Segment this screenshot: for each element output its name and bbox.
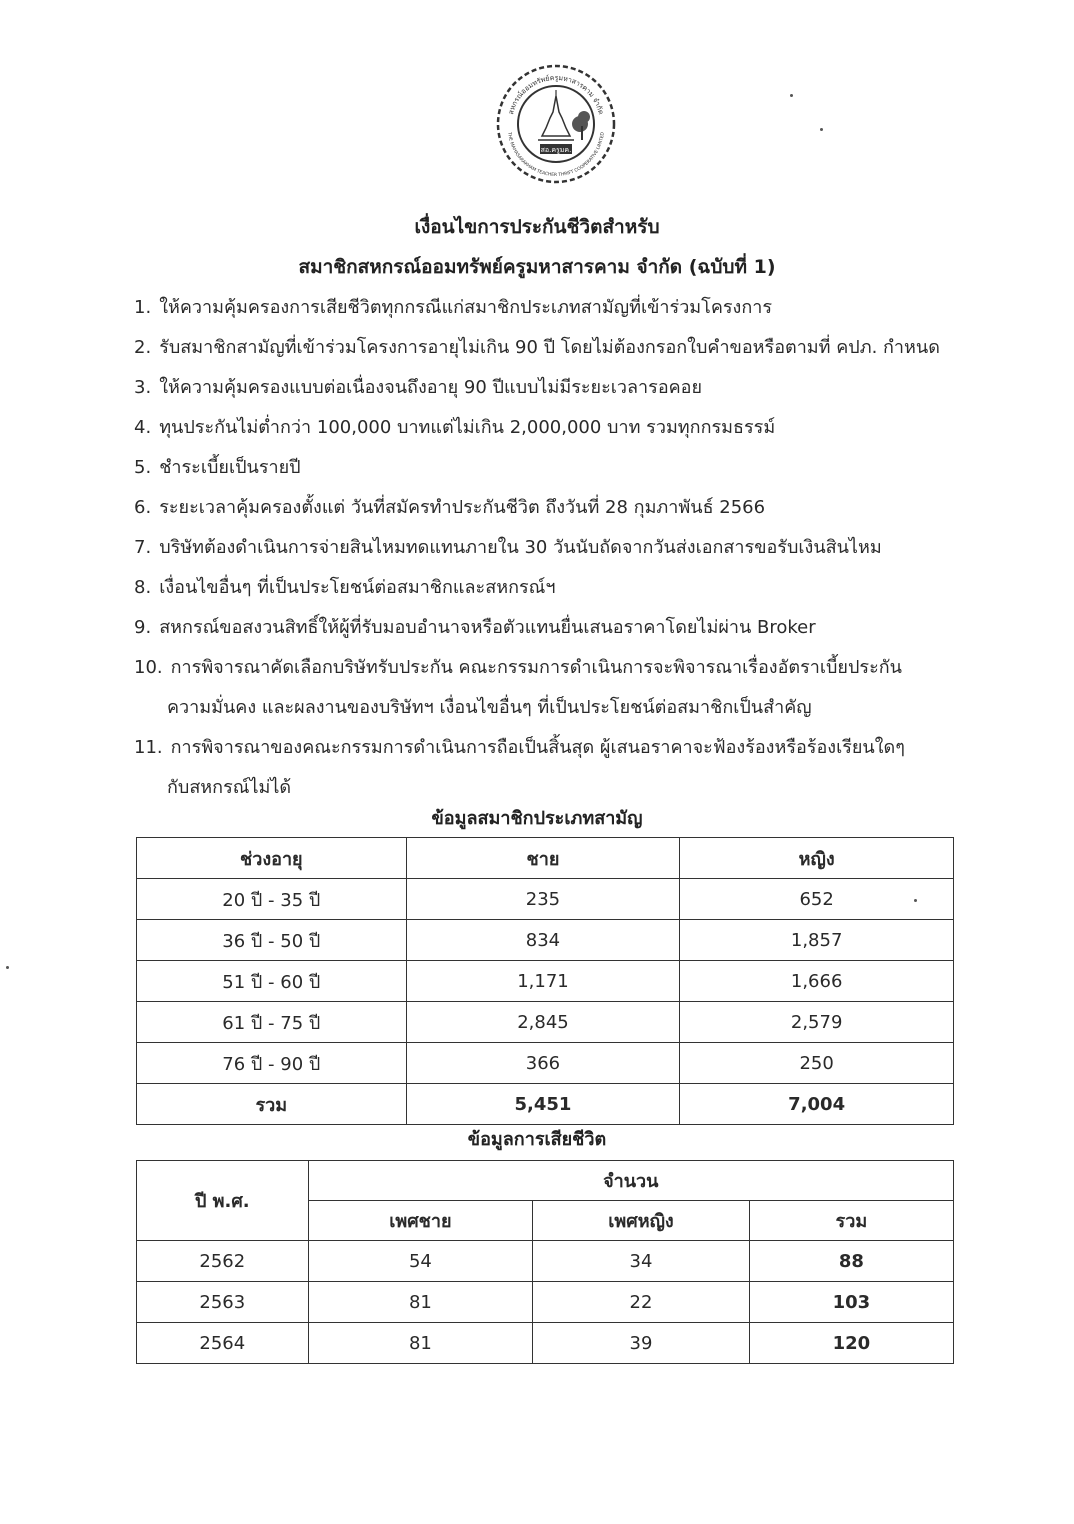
condition-number: 8. (134, 577, 152, 598)
table-cell: 76 ปี - 90 ปี (137, 1043, 407, 1084)
condition-item (134, 488, 964, 528)
condition-number: 11. (134, 737, 163, 758)
column-header: ปี พ.ศ. (137, 1161, 309, 1241)
table-cell: 81 (308, 1323, 533, 1364)
condition-text: รับสมาชิกสามัญที่เข้าร่วมโครงการอายุไม่เกิน 90 ปี โดยไม่ต้องกรอกใบคำขอหรือตามที่ คปภ. กำหนด (159, 337, 940, 358)
table-row (137, 1002, 954, 1043)
table-row (137, 1241, 954, 1282)
table-cell: 81 (308, 1282, 533, 1323)
scan-speck (6, 966, 9, 969)
condition-text: บริษัทต้องดำเนินการจ่ายสินไหมทดแทนภายใน 30 วันนับถัดจากวันส่งเอกสารขอรับเงินสินไหม (159, 537, 882, 558)
condition-item (134, 528, 964, 568)
table-header-row (137, 838, 954, 879)
table-cell: 366 (406, 1043, 680, 1084)
column-header: เพศหญิง (533, 1201, 750, 1241)
table-row (137, 1043, 954, 1084)
table-cell: 2563 (137, 1282, 309, 1323)
table-cell: 54 (308, 1241, 533, 1282)
condition-continuation: กับสหกรณ์ไม่ได้ (167, 777, 292, 798)
table-cell: 88 (749, 1241, 953, 1282)
condition-text: ชำระเบี้ยเป็นรายปี (159, 457, 301, 478)
condition-text: ให้ความคุ้มครองการเสียชีวิตทุกกรณีแก่สมาชิกประเภทสามัญที่เข้าร่วมโครงการ (159, 297, 773, 318)
document-title-line1: เงื่อนไขการประกันชีวิตสำหรับ (414, 216, 660, 238)
table-row (137, 1282, 954, 1323)
table-cell: 7,004 (680, 1084, 954, 1125)
table-row (137, 879, 954, 920)
condition-number: 7. (134, 537, 152, 558)
condition-item (134, 328, 964, 368)
condition-item (134, 368, 964, 408)
table-cell: 103 (749, 1282, 953, 1323)
table-cell: 36 ปี - 50 ปี (137, 920, 407, 961)
condition-text: การพิจารณาคัดเลือกบริษัทรับประกัน คณะกรรมการดำเนินการจะพิจารณาเรื่องอัตราเบี้ยประกัน (170, 657, 902, 678)
condition-text: ทุนประกันไม่ต่ำกว่า 100,000 บาทแต่ไม่เกิน 2,000,000 บาท รวมทุกกรมธรรม์ (159, 417, 776, 438)
table-header-row (137, 1161, 954, 1201)
condition-item (134, 648, 964, 688)
column-header: ชาย (406, 838, 680, 879)
condition-number: 10. (134, 657, 163, 678)
condition-number: 5. (134, 457, 152, 478)
table-cell: 34 (533, 1241, 750, 1282)
condition-number: 2. (134, 337, 152, 358)
condition-item (134, 728, 964, 768)
condition-continuation: ความมั่นคง และผลงานของบริษัทฯ เงื่อนไขอื่นๆ ที่เป็นประโยชน์ต่อสมาชิกเป็นสำคัญ (167, 697, 812, 718)
table-cell: 2,579 (680, 1002, 954, 1043)
scan-speck (820, 128, 823, 131)
table-cell: 5,451 (406, 1084, 680, 1125)
condition-item (134, 448, 964, 488)
condition-item (134, 608, 964, 648)
condition-number: 9. (134, 617, 152, 638)
table-cell: 20 ปี - 35 ปี (137, 879, 407, 920)
document-title-line2: สมาชิกสหกรณ์ออมทรัพย์ครูมหาสารคาม จำกัด (ฉบับที่ 1) (298, 256, 776, 278)
conditions-list (134, 288, 964, 808)
table-cell: 834 (406, 920, 680, 961)
condition-number: 1. (134, 297, 152, 318)
table-cell: รวม (137, 1084, 407, 1125)
table-cell: 120 (749, 1323, 953, 1364)
seal-banner-text: สอ.ครูมค. (540, 146, 572, 154)
table-cell: 1,857 (680, 920, 954, 961)
table-row (137, 961, 954, 1002)
column-header: รวม (749, 1201, 953, 1241)
table-cell: 1,171 (406, 961, 680, 1002)
members-table (136, 837, 954, 1125)
condition-number: 3. (134, 377, 152, 398)
table-cell: 1,666 (680, 961, 954, 1002)
seal-text-top: สหกรณ์ออมทรัพย์ครูมหาสารคาม จำกัด (507, 73, 605, 116)
table-row (137, 1323, 954, 1364)
condition-item (134, 408, 964, 448)
table-cell: 2564 (137, 1323, 309, 1364)
column-header: ช่วงอายุ (137, 838, 407, 879)
scan-speck (914, 899, 917, 902)
column-group-header: จำนวน (308, 1161, 953, 1201)
table-cell: 22 (533, 1282, 750, 1323)
table-cell: 250 (680, 1043, 954, 1084)
table-total-row (137, 1084, 954, 1125)
condition-item (134, 568, 964, 608)
members-table-title: ข้อมูลสมาชิกประเภทสามัญ (431, 808, 643, 829)
deaths-table-title: ข้อมูลการเสียชีวิต (467, 1129, 607, 1150)
condition-item (134, 288, 964, 328)
condition-text: สหกรณ์ขอสงวนสิทธิ์ให้ผู้ที่รับมอบอำนาจหรือตัวแทนยื่นเสนอราคาโดยไม่ผ่าน Broker (159, 617, 816, 638)
table-cell: 2,845 (406, 1002, 680, 1043)
table-cell: 2562 (137, 1241, 309, 1282)
table-cell: 51 ปี - 60 ปี (137, 961, 407, 1002)
condition-text: ระยะเวลาคุ้มครองตั้งแต่ วันที่สมัครทำประกันชีวิต ถึงวันที่ 28 กุมภาพันธ์ 2566 (159, 497, 766, 518)
table-cell: 61 ปี - 75 ปี (137, 1002, 407, 1043)
table-cell: 652 (680, 879, 954, 920)
table-cell: 235 (406, 879, 680, 920)
condition-text: การพิจารณาของคณะกรรมการดำเนินการถือเป็นสิ้นสุด ผู้เสนอราคาจะฟ้องร้องหรือร้องเรียนใดๆ (170, 737, 905, 758)
column-header: หญิง (680, 838, 954, 879)
scan-speck (790, 94, 793, 97)
condition-number: 4. (134, 417, 152, 438)
table-row (137, 920, 954, 961)
condition-text: เงื่อนไขอื่นๆ ที่เป็นประโยชน์ต่อสมาชิกและสหกรณ์ฯ (159, 577, 556, 598)
seal-text-bottom: THE MAHASARAKHAM TEACHER THRIFT COOPERATIVE LIMITED (506, 131, 606, 179)
column-header: เพศชาย (308, 1201, 533, 1241)
table-cell: 39 (533, 1323, 750, 1364)
condition-number: 6. (134, 497, 152, 518)
cooperative-seal-logo (494, 62, 619, 187)
condition-text: ให้ความคุ้มครองแบบต่อเนื่องจนถึงอายุ 90 ปีแบบไม่มีระยะเวลารอคอย (159, 377, 703, 398)
deaths-table (136, 1160, 954, 1364)
